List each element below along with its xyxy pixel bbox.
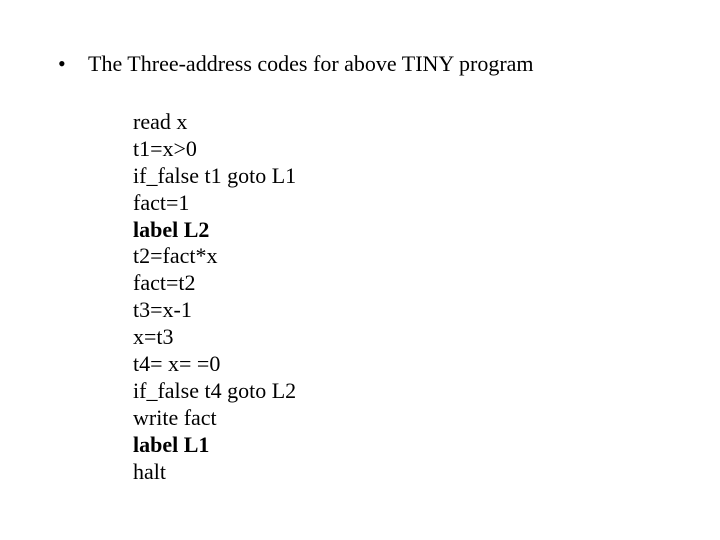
heading-text: The Three-address codes for above TINY program [88,51,534,76]
three-address-code-block [133,109,296,485]
code-line: fact=1 [133,189,190,215]
code-line: t2=fact*x [133,243,218,269]
code-line: halt [133,458,166,484]
code-line: x=t3 [133,324,174,350]
code-line-label: label L1 [133,431,210,457]
code-line: write fact [133,404,217,430]
code-line: t1=x>0 [133,135,197,161]
code-line: t3=x-1 [133,297,192,323]
code-line: t4= x= =0 [133,351,221,377]
bullet-heading [58,50,534,78]
code-line: if_false t4 goto L2 [133,377,297,403]
code-line: if_false t1 goto L1 [133,162,297,188]
bullet-icon: • [58,51,66,76]
code-line-label: label L2 [133,216,210,242]
code-line: fact=t2 [133,270,196,296]
code-line: read x [133,109,188,134]
